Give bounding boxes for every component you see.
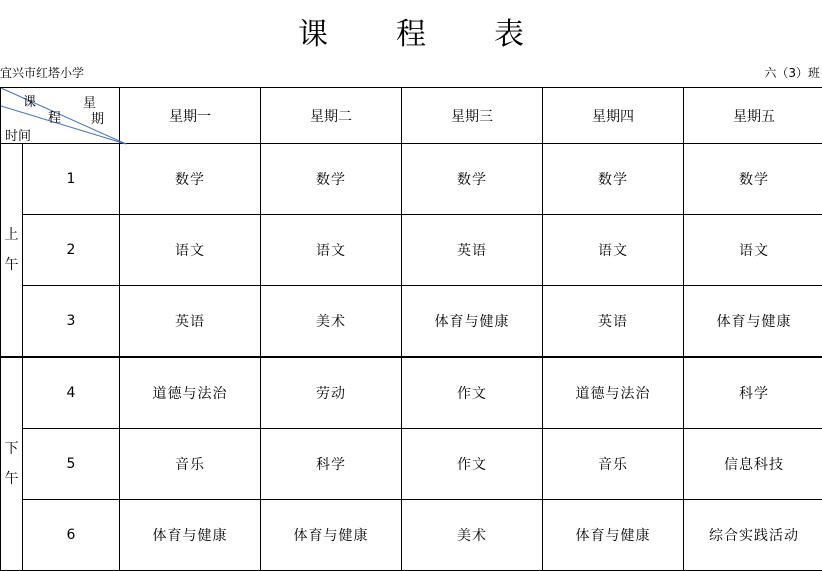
subject-cell: 道德与法治	[543, 357, 684, 429]
subject-cell: 音乐	[120, 429, 261, 500]
page-title	[0, 8, 822, 54]
subject-cell: 数学	[402, 144, 543, 215]
day-header: 星期三	[402, 88, 543, 144]
morning-label: 上 午	[1, 144, 23, 358]
subject-cell: 综合实践活动	[684, 500, 822, 571]
title-char: 程	[396, 9, 426, 53]
subject-cell: 数学	[684, 144, 822, 215]
title-char: 课	[298, 9, 328, 53]
corner-star-label: 星	[83, 92, 96, 111]
afternoon-label: 下 午	[1, 357, 23, 571]
table-row	[1, 429, 822, 500]
school-name: 宜兴市红塔小学	[0, 64, 84, 82]
subject-cell: 科学	[684, 357, 822, 429]
table-row	[1, 286, 822, 358]
subject-cell: 美术	[402, 500, 543, 571]
table-row	[1, 500, 822, 571]
day-header: 星期四	[543, 88, 684, 144]
title-char: 表	[494, 9, 524, 53]
subject-cell: 体育与健康	[684, 286, 822, 358]
subject-cell: 信息科技	[684, 429, 822, 500]
subject-cell: 语文	[684, 215, 822, 286]
subject-cell: 体育与健康	[120, 500, 261, 571]
schedule-table	[0, 87, 822, 571]
subject-cell: 体育与健康	[261, 500, 402, 571]
period-number: 6	[23, 500, 120, 571]
day-header: 星期一	[120, 88, 261, 144]
corner-time-label: 时间	[5, 125, 31, 144]
subject-cell: 语文	[120, 215, 261, 286]
subject-cell: 体育与健康	[543, 500, 684, 571]
class-name: 六（3）班	[764, 64, 820, 82]
subject-cell: 科学	[261, 429, 402, 500]
subject-cell: 数学	[543, 144, 684, 215]
table-row	[1, 144, 822, 215]
corner-course-label: 课	[23, 91, 36, 110]
period-number: 4	[23, 357, 120, 429]
day-header: 星期二	[261, 88, 402, 144]
table-row	[1, 357, 822, 429]
period-number: 3	[23, 286, 120, 358]
subject-cell: 音乐	[543, 429, 684, 500]
subject-cell: 英语	[402, 215, 543, 286]
subject-cell: 作文	[402, 357, 543, 429]
table-row	[1, 215, 822, 286]
subject-cell: 英语	[543, 286, 684, 358]
corner-qi-label: 期	[91, 108, 104, 127]
subject-cell: 道德与法治	[120, 357, 261, 429]
period-number: 1	[23, 144, 120, 215]
day-header: 星期五	[684, 88, 822, 144]
corner-cell	[1, 88, 120, 144]
subject-cell: 数学	[120, 144, 261, 215]
subject-cell: 语文	[543, 215, 684, 286]
subject-cell: 体育与健康	[402, 286, 543, 358]
subject-cell: 数学	[261, 144, 402, 215]
subject-cell: 作文	[402, 429, 543, 500]
subject-cell: 英语	[120, 286, 261, 358]
period-number: 5	[23, 429, 120, 500]
header-row	[1, 88, 822, 144]
subject-cell: 美术	[261, 286, 402, 358]
subject-cell: 语文	[261, 215, 402, 286]
corner-cheng-label: 程	[48, 107, 61, 126]
subject-cell: 劳动	[261, 357, 402, 429]
period-number: 2	[23, 215, 120, 286]
